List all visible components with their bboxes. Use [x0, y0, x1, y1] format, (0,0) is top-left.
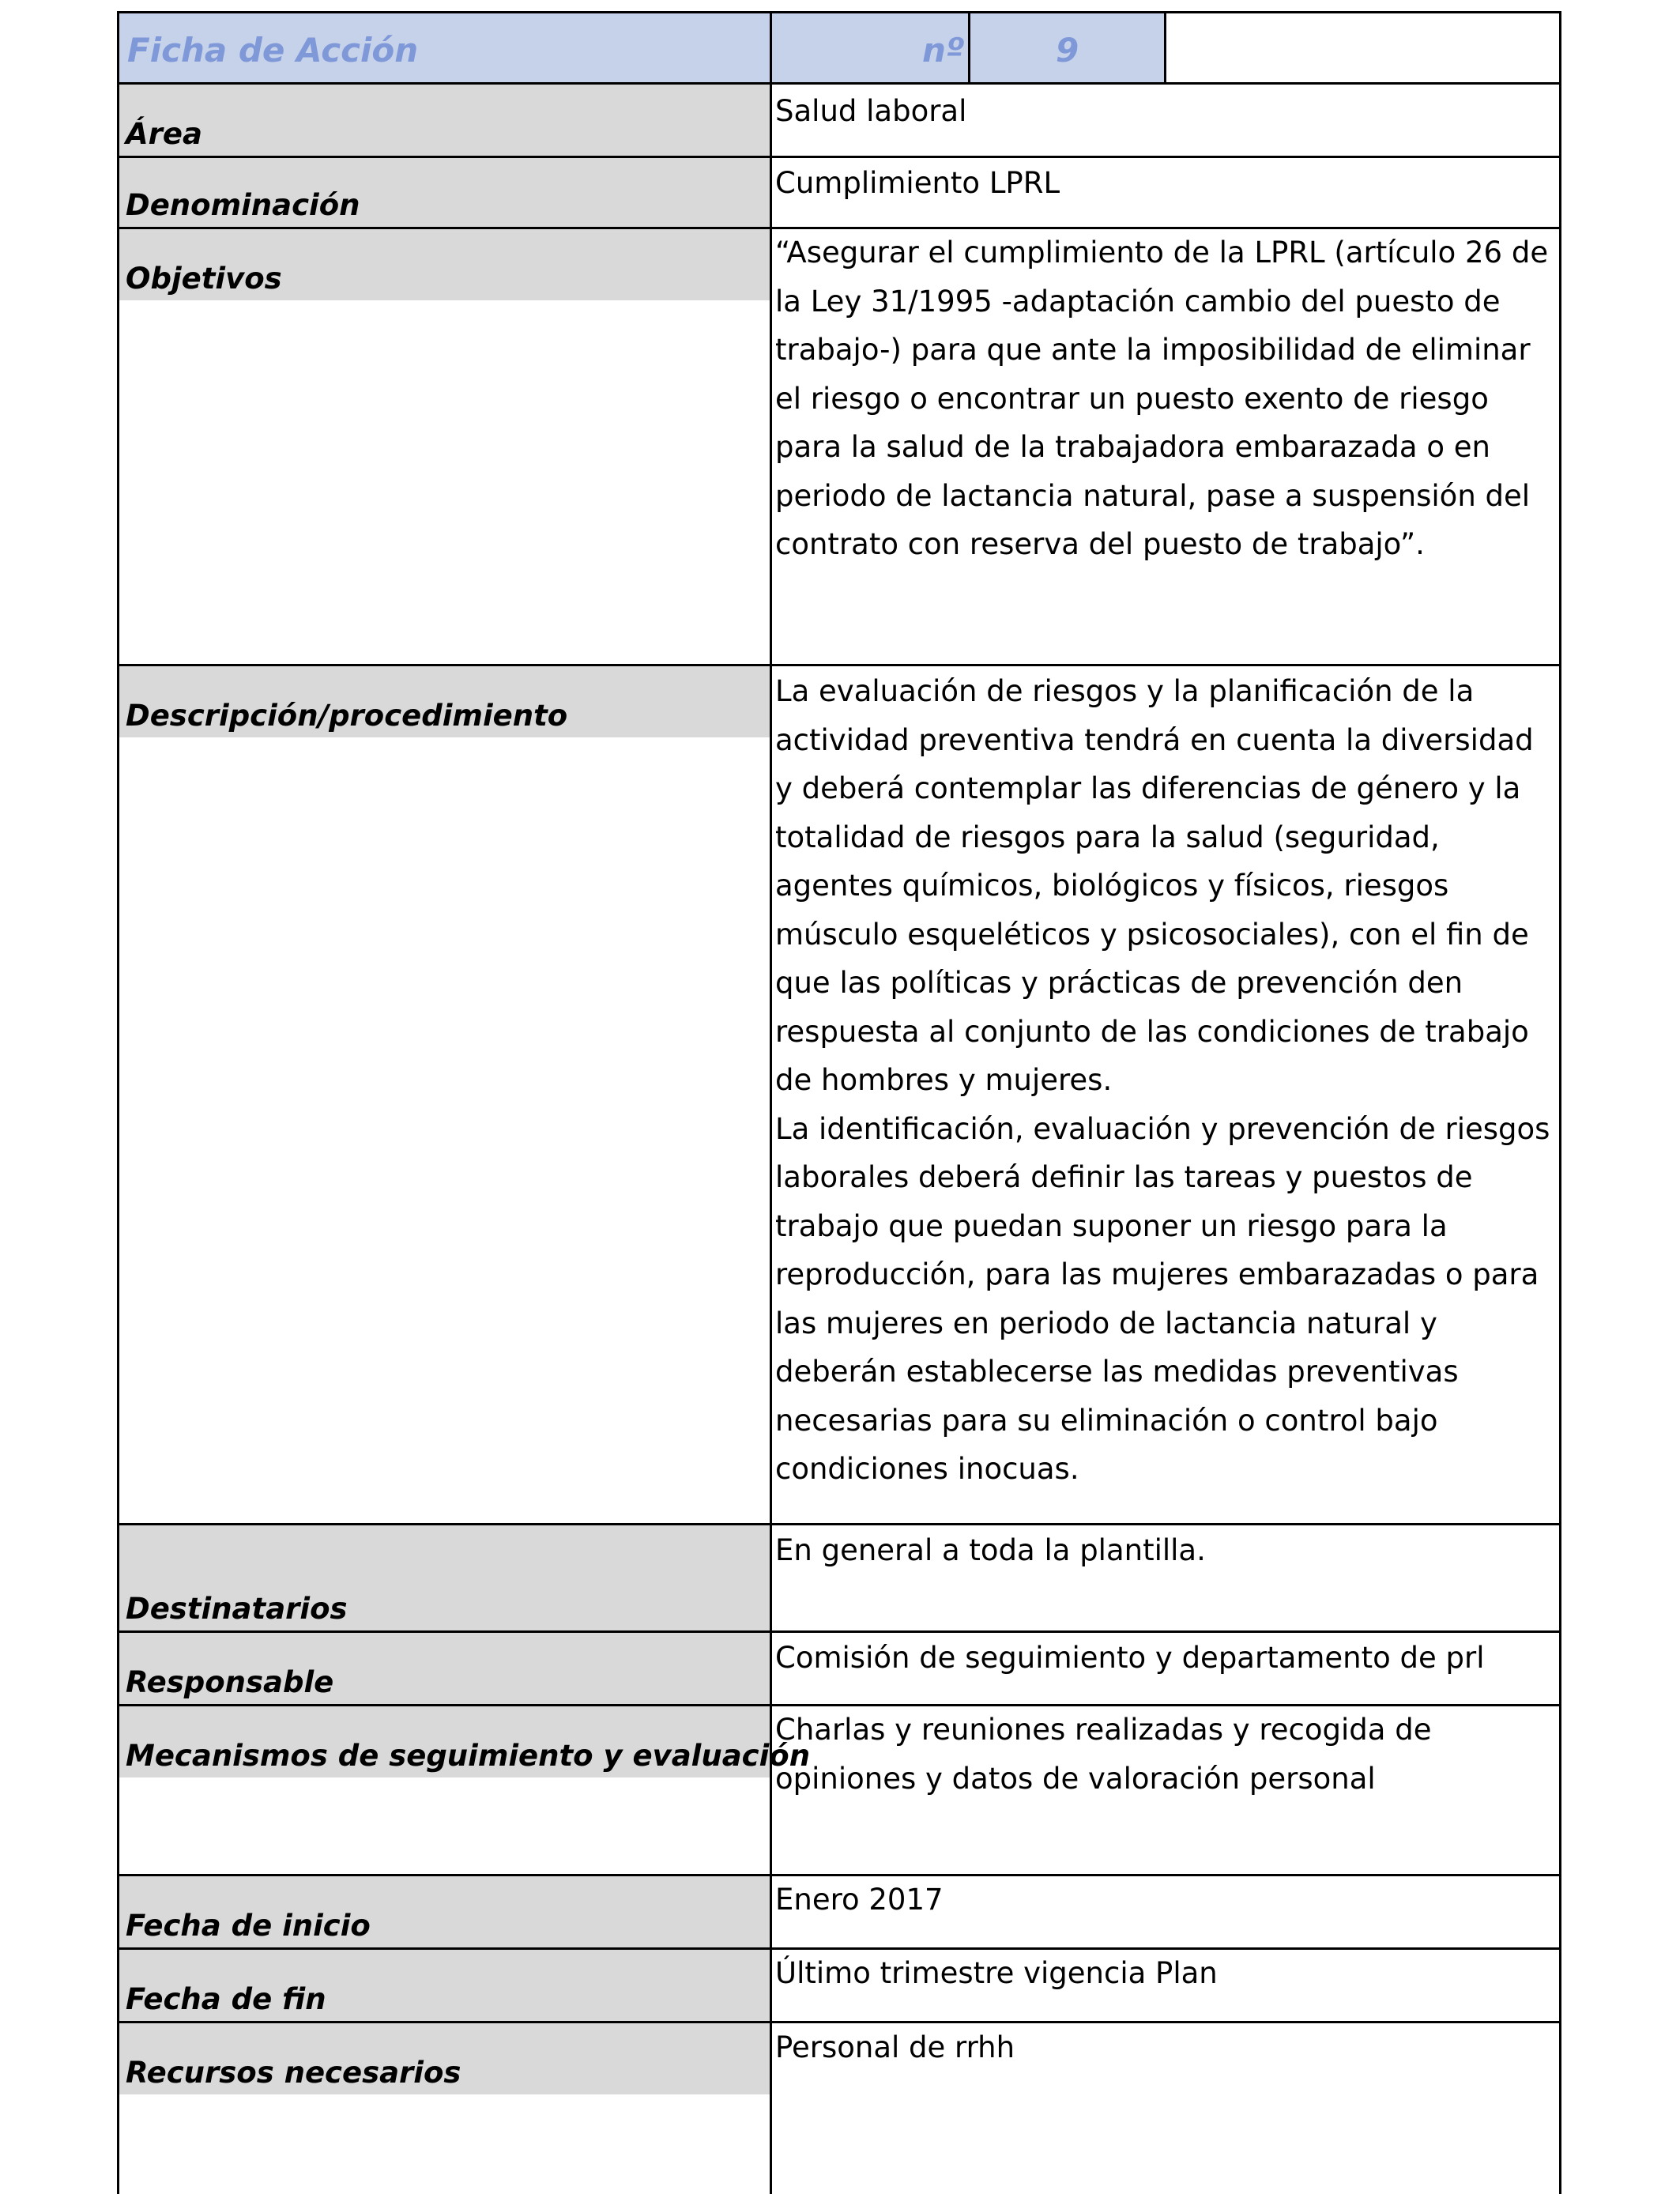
- fecha-fin-value-cell: [772, 1947, 1561, 2023]
- row-divider: [772, 1630, 1561, 1633]
- denominacion-label-cell: [117, 156, 772, 229]
- area-value: Salud laboral: [775, 94, 967, 128]
- destinatarios-value: En general a toda la plantilla.: [775, 1533, 1206, 1567]
- header-number-value-cell: [968, 11, 1166, 85]
- objetivos-label-cell: [117, 227, 772, 303]
- mecanismos-label-spacer: [117, 1777, 772, 1876]
- objetivos-value-cell: [772, 227, 1561, 666]
- row-divider: [772, 1947, 1561, 1950]
- destinatarios-value-cell: [772, 1523, 1561, 1633]
- denominacion-value-cell: [772, 156, 1561, 229]
- row-divider: [772, 1874, 1561, 1876]
- sheet-title: Ficha de Acción: [127, 31, 419, 70]
- row-divider: [772, 1704, 1561, 1706]
- fecha-inicio-value-cell: [772, 1874, 1561, 1950]
- header-number-label-cell: [770, 11, 970, 85]
- recursos-label: Recursos necesarios: [126, 2056, 461, 2090]
- recursos-value-cell: [772, 2021, 1561, 2194]
- descripcion-paragraph-1: La evaluación de riesgos y la planificación de la actividad preventiva tendrá en cuenta la diversidad y deberá contemplar las diferencias de género y la totalidad de riesgos para la salud (seguridad, agentes químicos, biológicos y físicos, riesgos músculo esqueléticos y psicosociales), con el fin de que las políticas y prácticas de prevención den respuesta al conjunto de las condiciones de trabajo de hombres y mujeres.: [775, 674, 1534, 1097]
- row-divider: [772, 156, 1561, 158]
- fecha-inicio-label: Fecha de inicio: [126, 1909, 371, 1943]
- descripcion-label: Descripción/procedimiento: [126, 699, 568, 733]
- row-divider: [772, 664, 1561, 666]
- fecha-fin-value: Último trimestre vigencia Plan: [775, 1956, 1218, 1990]
- mecanismos-label-cell: [117, 1704, 811, 1780]
- row-divider: [772, 227, 1561, 229]
- area-label-cell: [117, 82, 772, 158]
- header-empty-cell: [1164, 11, 1561, 85]
- mecanismos-value-cell: [772, 1704, 1561, 1876]
- area-label: Área: [126, 117, 202, 151]
- mecanismos-value: Charlas y reuniones realizadas y recogida de opiniones y datos de valoración personal: [775, 1713, 1432, 1796]
- objetivos-value: “Asegurar el cumplimiento de la LPRL (artículo 26 de la Ley 31/1995 -adaptación cambio del puesto de trabajo-) para que ante la imposibilidad de eliminar el riesgo o encontrar un puesto exento de riesgo para la salud de la trabajadora embarazada o en periodo de lactancia natural, pase a suspensión del contrato con reserva del puesto de trabajo”.: [775, 236, 1549, 561]
- responsable-label: Responsable: [126, 1665, 334, 1699]
- descripcion-value: [775, 667, 1551, 1494]
- descripcion-label-cell: [117, 664, 772, 740]
- fecha-inicio-label-cell: [117, 1874, 772, 1950]
- recursos-value: Personal de rrhh: [775, 2030, 1015, 2064]
- responsable-value-cell: [772, 1630, 1561, 1706]
- responsable-label-cell: [117, 1630, 772, 1706]
- descripcion-value-cell: [772, 664, 1561, 1525]
- fecha-fin-label: Fecha de fin: [126, 1982, 326, 2016]
- row-divider: [772, 1523, 1561, 1525]
- recursos-label-cell: [117, 2021, 772, 2097]
- descripcion-label-spacer: [117, 737, 772, 1525]
- objetivos-label-spacer: [117, 300, 772, 666]
- header-title-cell: [117, 11, 772, 85]
- denominacion-label: Denominación: [126, 188, 360, 222]
- number-value: 9: [1056, 31, 1079, 70]
- destinatarios-label: Destinatarios: [126, 1592, 348, 1626]
- fecha-inicio-value: Enero 2017: [775, 1883, 944, 1917]
- area-value-cell: [772, 82, 1561, 158]
- objetivos-label: Objetivos: [126, 262, 282, 296]
- descripcion-paragraph-2: La identificación, evaluación y prevención de riesgos laborales deberá definir las tareas y puestos de trabajo que puedan suponer un riesgo para la reproducción, para las mujeres embarazadas o para las mujeres en periodo de lactancia natural y deberán establecerse las medidas preventivas necesarias para su eliminación o control bajo condiciones inocuas.: [775, 1111, 1550, 1486]
- responsable-value: Comisión de seguimiento y departamento de prl: [775, 1641, 1485, 1675]
- recursos-label-spacer: [117, 2094, 772, 2194]
- denominacion-value: Cumplimiento LPRL: [775, 166, 1060, 200]
- destinatarios-label-cell: [117, 1523, 772, 1633]
- number-label: nº: [922, 31, 965, 70]
- fecha-fin-label-cell: [117, 1947, 772, 2023]
- mecanismos-label: Mecanismos de seguimiento y evaluación: [126, 1739, 811, 1773]
